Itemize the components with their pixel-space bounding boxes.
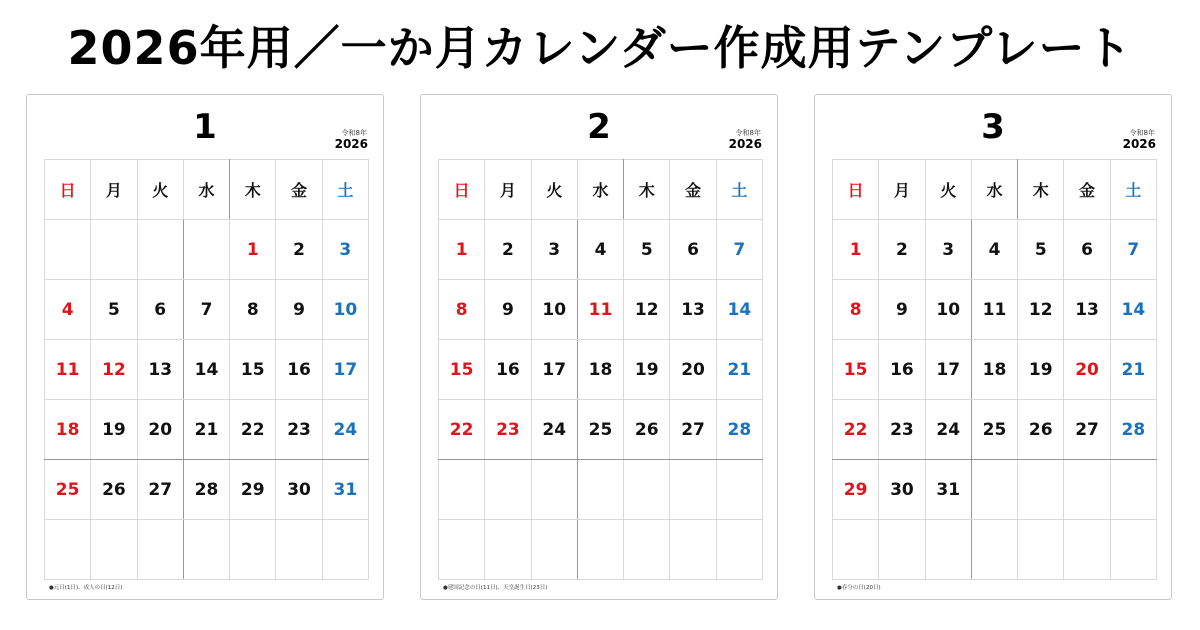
weekday-header: 土: [716, 160, 762, 220]
holiday-note: ●元日(1日)、成人の日(12日): [49, 585, 123, 591]
day-cell: 4: [971, 220, 1017, 280]
week-row: [833, 400, 1157, 460]
era-label: 令和8年: [735, 129, 761, 137]
weekday-header-row: [833, 160, 1157, 220]
day-cell: 8: [833, 280, 879, 340]
day-cell: 19: [624, 340, 670, 400]
month-number: 1: [193, 107, 217, 147]
day-cell: 12: [624, 280, 670, 340]
weekday-header: 水: [971, 160, 1017, 220]
weekday-header: 月: [879, 160, 925, 220]
weekday-header: 金: [1064, 160, 1110, 220]
weekday-header: 木: [624, 160, 670, 220]
day-cell: 22: [833, 400, 879, 460]
empty-day-cell: [137, 520, 183, 580]
week-row: [439, 460, 763, 520]
day-cell: 13: [1064, 280, 1110, 340]
empty-day-cell: [971, 460, 1017, 520]
day-cell: 30: [879, 460, 925, 520]
day-cell: 6: [137, 280, 183, 340]
weekday-header: 火: [137, 160, 183, 220]
week-row: [45, 280, 369, 340]
day-cell: 25: [577, 400, 623, 460]
day-cell: 3: [322, 220, 368, 280]
day-cell: 18: [45, 400, 91, 460]
empty-day-cell: [716, 520, 762, 580]
day-cell: 21: [183, 400, 229, 460]
day-cell: 20: [670, 340, 716, 400]
day-cell: 30: [276, 460, 322, 520]
week-row: [833, 280, 1157, 340]
empty-day-cell: [833, 520, 879, 580]
day-cell: 18: [577, 340, 623, 400]
day-cell: 9: [485, 280, 531, 340]
weekday-header: 金: [276, 160, 322, 220]
day-cell: 2: [879, 220, 925, 280]
day-cell: 26: [1018, 400, 1064, 460]
day-cell: 14: [1110, 280, 1156, 340]
empty-day-cell: [91, 520, 137, 580]
day-cell: 28: [183, 460, 229, 520]
day-cell: 8: [230, 280, 276, 340]
day-cell: 24: [531, 400, 577, 460]
week-row: [833, 460, 1157, 520]
day-cell: 10: [322, 280, 368, 340]
week-row: [45, 400, 369, 460]
day-cell: 22: [439, 400, 485, 460]
week-row: [833, 220, 1157, 280]
page-title: 2026年用／一か月カレンダー作成用テンプレート: [67, 21, 1133, 75]
day-cell: 27: [137, 460, 183, 520]
empty-day-cell: [670, 460, 716, 520]
empty-day-cell: [322, 520, 368, 580]
day-cell: 1: [439, 220, 485, 280]
week-row: [45, 340, 369, 400]
week-row: [833, 340, 1157, 400]
empty-day-cell: [45, 220, 91, 280]
day-cell: 11: [971, 280, 1017, 340]
empty-day-cell: [925, 520, 971, 580]
day-cell: 5: [1018, 220, 1064, 280]
day-cell: 24: [925, 400, 971, 460]
empty-day-cell: [971, 520, 1017, 580]
empty-day-cell: [531, 520, 577, 580]
calendar-grid: [44, 159, 369, 580]
week-row: [439, 520, 763, 580]
day-cell: 22: [230, 400, 276, 460]
empty-day-cell: [624, 520, 670, 580]
day-cell: 3: [531, 220, 577, 280]
day-cell: 4: [577, 220, 623, 280]
week-row: [439, 220, 763, 280]
day-cell: 13: [137, 340, 183, 400]
empty-day-cell: [1018, 460, 1064, 520]
weekday-header-row: [439, 160, 763, 220]
day-cell: 27: [1064, 400, 1110, 460]
day-cell: 28: [1110, 400, 1156, 460]
day-cell: 13: [670, 280, 716, 340]
day-cell: 4: [45, 280, 91, 340]
day-cell: 8: [439, 280, 485, 340]
weekday-header: 水: [183, 160, 229, 220]
day-cell: 10: [531, 280, 577, 340]
day-cell: 9: [879, 280, 925, 340]
weekday-header: 日: [833, 160, 879, 220]
day-cell: 21: [716, 340, 762, 400]
day-cell: 5: [624, 220, 670, 280]
week-row: [45, 520, 369, 580]
weekday-header: 木: [1018, 160, 1064, 220]
weekday-header: 土: [322, 160, 368, 220]
day-cell: 31: [925, 460, 971, 520]
week-row: [439, 400, 763, 460]
day-cell: 23: [879, 400, 925, 460]
month-number: 2: [587, 107, 611, 147]
era-label: 令和8年: [1129, 129, 1155, 137]
day-cell: 27: [670, 400, 716, 460]
day-cell: 21: [1110, 340, 1156, 400]
day-cell: 17: [322, 340, 368, 400]
empty-day-cell: [879, 520, 925, 580]
day-cell: 7: [716, 220, 762, 280]
day-cell: 29: [230, 460, 276, 520]
year-label: 2026: [334, 137, 368, 151]
empty-day-cell: [624, 460, 670, 520]
empty-day-cell: [1110, 460, 1156, 520]
day-cell: 19: [91, 400, 137, 460]
week-row: [833, 520, 1157, 580]
day-cell: 7: [183, 280, 229, 340]
day-cell: 1: [230, 220, 276, 280]
weekday-header: 日: [439, 160, 485, 220]
day-cell: 28: [716, 400, 762, 460]
empty-day-cell: [1018, 520, 1064, 580]
day-cell: 25: [45, 460, 91, 520]
weekday-header-row: [45, 160, 369, 220]
day-cell: 15: [833, 340, 879, 400]
weekday-header: 金: [670, 160, 716, 220]
day-cell: 12: [91, 340, 137, 400]
weekday-header: 水: [577, 160, 623, 220]
weekday-header: 月: [485, 160, 531, 220]
day-cell: 6: [670, 220, 716, 280]
day-cell: 20: [137, 400, 183, 460]
day-cell: 5: [91, 280, 137, 340]
weekday-header: 火: [531, 160, 577, 220]
weekday-header: 木: [230, 160, 276, 220]
empty-day-cell: [45, 520, 91, 580]
empty-day-cell: [577, 460, 623, 520]
empty-day-cell: [1110, 520, 1156, 580]
year-label: 2026: [1122, 137, 1156, 151]
weekday-header: 火: [925, 160, 971, 220]
day-cell: 16: [485, 340, 531, 400]
day-cell: 31: [322, 460, 368, 520]
calendar-card-month-3: [814, 94, 1172, 600]
day-cell: 2: [485, 220, 531, 280]
weekday-header: 月: [91, 160, 137, 220]
day-cell: 3: [925, 220, 971, 280]
year-label: 2026: [728, 137, 762, 151]
empty-day-cell: [577, 520, 623, 580]
week-row: [45, 220, 369, 280]
weekday-header: 土: [1110, 160, 1156, 220]
day-cell: 23: [485, 400, 531, 460]
empty-day-cell: [670, 520, 716, 580]
empty-day-cell: [1064, 520, 1110, 580]
day-cell: 16: [276, 340, 322, 400]
day-cell: 15: [230, 340, 276, 400]
empty-day-cell: [531, 460, 577, 520]
day-cell: 11: [577, 280, 623, 340]
day-cell: 15: [439, 340, 485, 400]
day-cell: 10: [925, 280, 971, 340]
day-cell: 7: [1110, 220, 1156, 280]
day-cell: 2: [276, 220, 322, 280]
holiday-note: ●春分の日(20日): [837, 585, 881, 591]
empty-day-cell: [230, 520, 276, 580]
week-row: [45, 460, 369, 520]
day-cell: 11: [45, 340, 91, 400]
month-number: 3: [981, 107, 1005, 147]
era-label: 令和8年: [341, 129, 367, 137]
calendar-card-month-1: [26, 94, 384, 600]
empty-day-cell: [716, 460, 762, 520]
day-cell: 16: [879, 340, 925, 400]
empty-day-cell: [183, 220, 229, 280]
day-cell: 29: [833, 460, 879, 520]
day-cell: 20: [1064, 340, 1110, 400]
week-row: [439, 280, 763, 340]
day-cell: 23: [276, 400, 322, 460]
calendar-card-month-2: [420, 94, 778, 600]
day-cell: 6: [1064, 220, 1110, 280]
day-cell: 26: [624, 400, 670, 460]
empty-day-cell: [485, 460, 531, 520]
empty-day-cell: [485, 520, 531, 580]
day-cell: 12: [1018, 280, 1064, 340]
calendar-grid: [438, 159, 763, 580]
day-cell: 19: [1018, 340, 1064, 400]
day-cell: 17: [531, 340, 577, 400]
empty-day-cell: [439, 520, 485, 580]
day-cell: 17: [925, 340, 971, 400]
empty-day-cell: [91, 220, 137, 280]
empty-day-cell: [183, 520, 229, 580]
empty-day-cell: [276, 520, 322, 580]
weekday-header: 日: [45, 160, 91, 220]
day-cell: 18: [971, 340, 1017, 400]
day-cell: 26: [91, 460, 137, 520]
day-cell: 25: [971, 400, 1017, 460]
calendar-grid: [832, 159, 1157, 580]
week-row: [439, 340, 763, 400]
empty-day-cell: [137, 220, 183, 280]
day-cell: 14: [716, 280, 762, 340]
day-cell: 14: [183, 340, 229, 400]
day-cell: 24: [322, 400, 368, 460]
day-cell: 9: [276, 280, 322, 340]
empty-day-cell: [1064, 460, 1110, 520]
day-cell: 1: [833, 220, 879, 280]
holiday-note: ●建国記念の日(11日)、天皇誕生日(23日): [443, 585, 548, 591]
empty-day-cell: [439, 460, 485, 520]
